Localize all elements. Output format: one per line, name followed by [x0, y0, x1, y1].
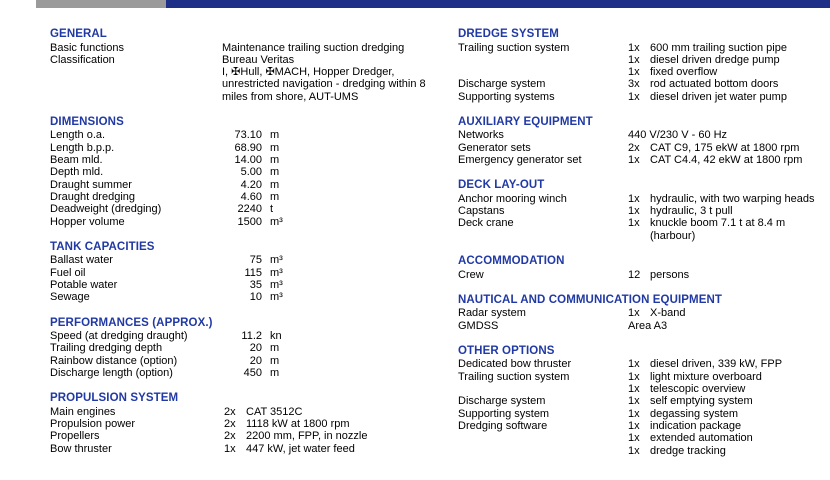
- spec-description: knuckle boom 7.1 t at 8.4 m: [650, 217, 786, 230]
- spec-row: [50, 203, 440, 215]
- spec-row: [50, 66, 440, 78]
- spec-row: [458, 205, 830, 217]
- spec-description: telescopic overview: [650, 383, 746, 396]
- spec-row: [50, 54, 440, 66]
- spec-quantity: [628, 230, 650, 242]
- spec-label: Discharge length (option): [50, 366, 173, 379]
- spec-number: 2240: [237, 203, 262, 216]
- section-performances-approx: [50, 317, 440, 380]
- spec-row: [50, 355, 440, 367]
- spec-row: [458, 395, 830, 407]
- spec-row: [50, 216, 440, 228]
- spec-unit: m³: [270, 266, 283, 279]
- spec-row: [458, 358, 830, 370]
- spec-description: indication package: [650, 419, 742, 432]
- spec-row: [50, 330, 440, 342]
- spec-quantity: 1x: [628, 205, 640, 218]
- section-tank-capacities: [50, 241, 440, 304]
- spec-unit: m: [270, 166, 280, 179]
- spec-label: Potable water: [50, 278, 118, 291]
- spec-description: diesel driven jet water pump: [650, 90, 787, 103]
- spec-label: Trailing suction system: [458, 370, 570, 383]
- spec-quantity: 1x: [628, 41, 640, 54]
- spec-description: light mixture overboard: [650, 370, 762, 383]
- spec-row: [458, 408, 830, 420]
- spec-row: [458, 129, 830, 141]
- spec-unit: m: [270, 354, 280, 367]
- spec-unit: m: [270, 129, 280, 142]
- spec-quantity: 1x: [628, 370, 640, 383]
- spec-label: Main engines: [50, 405, 116, 418]
- spec-label: Draught summer: [50, 178, 132, 191]
- spec-row: [458, 269, 830, 281]
- spec-quantity: 2x: [224, 405, 236, 418]
- spec-description: hydraulic, with two warping heads: [650, 192, 815, 205]
- spec-row: [50, 166, 440, 178]
- section-heading: DECK LAY-OUT: [458, 179, 545, 192]
- spec-description: 1118 kW at 1800 rpm: [246, 418, 350, 431]
- spec-description: diesel driven dredge pump: [650, 53, 780, 66]
- spec-label: Propulsion power: [50, 418, 135, 431]
- spec-label: Discharge system: [458, 78, 546, 91]
- spec-number: 1500: [237, 215, 262, 228]
- spec-label: Basic functions: [50, 41, 124, 54]
- spec-quantity: 1x: [628, 432, 640, 445]
- spec-row: [50, 279, 440, 291]
- spec-description: dredge tracking: [650, 444, 726, 457]
- spec-unit: t: [270, 203, 274, 216]
- spec-label: Classification: [50, 53, 115, 66]
- spec-quantity: 1x: [628, 66, 640, 79]
- spec-label: GMDSS: [458, 319, 499, 332]
- spec-row: [458, 154, 830, 166]
- spec-description: persons: [650, 268, 690, 281]
- spec-number: 115: [244, 266, 262, 279]
- spec-row: [50, 42, 440, 54]
- spec-description: 2200 mm, FPP, in nozzle: [246, 430, 368, 443]
- spec-quantity: 12: [628, 268, 641, 281]
- section-heading: PROPULSION SYSTEM: [50, 392, 179, 405]
- spec-label: Ballast water: [50, 254, 113, 267]
- spec-label: [50, 78, 222, 90]
- spec-row: [458, 320, 830, 332]
- section-heading: DIMENSIONS: [50, 115, 124, 128]
- spec-label: Capstans: [458, 205, 505, 218]
- spec-description: Area A3: [628, 319, 668, 332]
- section-auxiliary-equipment: [458, 116, 830, 166]
- spec-row: [458, 432, 830, 444]
- spec-label: Trailing dredging depth: [50, 342, 163, 355]
- spec-description: X-band: [650, 307, 686, 320]
- spec-description: degassing system: [650, 407, 739, 420]
- spec-label: [458, 230, 628, 242]
- section-other-options: [458, 345, 830, 457]
- spec-label: Discharge system: [458, 395, 546, 408]
- spec-row: [458, 54, 830, 66]
- spec-row: [50, 367, 440, 379]
- section-heading: PERFORMANCES (APPROX.): [50, 316, 213, 329]
- spec-number: 4.60: [240, 190, 262, 203]
- spec-row: [50, 179, 440, 191]
- spec-label: Dredging software: [458, 419, 548, 432]
- spec-description: fixed overflow: [650, 66, 718, 79]
- spec-row: [458, 142, 830, 154]
- spec-description: self emptying system: [650, 395, 753, 408]
- section-heading: DREDGE SYSTEM: [458, 28, 559, 40]
- spec-description: diesel driven, 339 kW, FPP: [650, 358, 783, 371]
- spec-row: [458, 217, 830, 229]
- spec-row: [50, 342, 440, 354]
- spec-label: [458, 54, 628, 66]
- spec-label: [458, 66, 628, 78]
- spec-unit: m: [270, 141, 280, 154]
- spec-number: 68.90: [234, 141, 262, 154]
- spec-number: 10: [249, 291, 262, 304]
- spec-number: 14.00: [234, 154, 262, 167]
- spec-label: [458, 445, 628, 457]
- spec-quantity: 1x: [628, 395, 640, 408]
- spec-number: 4.20: [240, 178, 262, 191]
- spec-label: Length o.a.: [50, 129, 106, 142]
- spec-unit: kn: [270, 330, 282, 343]
- spec-label: Draught dredging: [50, 190, 136, 203]
- spec-quantity: 2x: [224, 430, 236, 443]
- section-accommodation: [458, 255, 830, 281]
- spec-label: Generator sets: [458, 141, 531, 154]
- section-heading: ACCOMMODATION: [458, 255, 565, 268]
- spec-quantity: 3x: [628, 78, 640, 91]
- section-dimensions: [50, 116, 440, 228]
- spec-quantity: 1x: [628, 154, 640, 167]
- spec-row: [458, 91, 830, 103]
- spec-unit: m³: [270, 215, 283, 228]
- spec-value: unrestricted navigation - dredging within 8: [222, 78, 426, 91]
- spec-quantity: 1x: [628, 419, 640, 432]
- spec-value: I, ✠Hull, ✠MACH, Hopper Dredger,: [222, 66, 395, 79]
- spec-row: [458, 66, 830, 78]
- spec-label: Fuel oil: [50, 266, 86, 279]
- spec-row: [458, 307, 830, 319]
- spec-number: 20: [249, 354, 262, 367]
- spec-number: 73.10: [234, 129, 262, 142]
- spec-description: CAT C9, 175 ekW at 1800 rpm: [650, 141, 800, 154]
- spec-row: [458, 445, 830, 457]
- spec-row: [458, 371, 830, 383]
- spec-label: Supporting system: [458, 407, 550, 420]
- spec-label: Anchor mooring winch: [458, 192, 567, 205]
- spec-description: 440 V/230 V - 60 Hz: [628, 129, 728, 142]
- spec-label: [458, 432, 628, 444]
- spec-value: Maintenance trailing suction dredging: [222, 41, 405, 54]
- spec-label: Hopper volume: [50, 215, 125, 228]
- spec-quantity: 1x: [628, 307, 640, 320]
- spec-description: CAT C4.4, 42 ekW at 1800 rpm: [650, 154, 803, 167]
- spec-row: [50, 291, 440, 303]
- spec-quantity: 1x: [628, 53, 640, 66]
- spec-quantity: 1x: [628, 383, 640, 396]
- spec-label: [50, 66, 222, 78]
- section-general: [50, 28, 440, 103]
- spec-quantity: 1x: [628, 192, 640, 205]
- spec-row: [50, 129, 440, 141]
- spec-row: [458, 420, 830, 432]
- spec-unit: m: [270, 366, 280, 379]
- spec-row: [50, 267, 440, 279]
- spec-quantity: 2x: [628, 141, 640, 154]
- spec-description: hydraulic, 3 t pull: [650, 205, 733, 218]
- spec-row: [50, 406, 440, 418]
- spec-label: Rainbow distance (option): [50, 354, 178, 367]
- spec-label: Deck crane: [458, 217, 514, 230]
- spec-row: [50, 78, 440, 90]
- spec-unit: m³: [270, 254, 283, 267]
- spec-quantity: 1x: [628, 358, 640, 371]
- section-heading: NAUTICAL AND COMMUNICATION EQUIPMENT: [458, 293, 723, 306]
- spec-quantity: 1x: [628, 217, 640, 230]
- spec-quantity: 1x: [628, 444, 640, 457]
- spec-label: Dedicated bow thruster: [458, 358, 572, 371]
- section-deck-lay-out: [458, 179, 830, 242]
- spec-row: [458, 78, 830, 90]
- spec-number: 20: [249, 342, 262, 355]
- spec-unit: m: [270, 342, 280, 355]
- spec-description: 600 mm trailing suction pipe: [650, 41, 787, 54]
- spec-row: [458, 383, 830, 395]
- spec-row: [458, 42, 830, 54]
- spec-label: Crew: [458, 268, 484, 281]
- spec-row: [50, 91, 440, 103]
- header-bar-gray: [36, 0, 166, 8]
- spec-label: Bow thruster: [50, 442, 112, 455]
- header-bar-blue: [166, 0, 830, 8]
- spec-description: extended automation: [650, 432, 753, 445]
- spec-value: Bureau Veritas: [222, 53, 295, 66]
- spec-value: miles from shore, AUT-UMS: [222, 90, 359, 103]
- spec-description: rod actuated bottom doors: [650, 78, 779, 91]
- spec-label: Beam mld.: [50, 154, 103, 167]
- spec-quantity: 1x: [628, 407, 640, 420]
- spec-quantity: 1x: [224, 442, 236, 455]
- spec-label: Emergency generator set: [458, 154, 582, 167]
- spec-unit: m³: [270, 278, 283, 291]
- spec-row: [50, 418, 440, 430]
- spec-unit: m: [270, 154, 280, 167]
- spec-unit: m: [270, 178, 280, 191]
- spec-column-right: [458, 28, 830, 457]
- spec-label: Sewage: [50, 291, 90, 304]
- spec-label: Supporting systems: [458, 90, 555, 103]
- spec-row: [50, 443, 440, 455]
- spec-label: Length b.p.p.: [50, 141, 115, 154]
- spec-quantity: 2x: [224, 418, 236, 431]
- spec-label: [458, 383, 628, 395]
- spec-number: 35: [249, 278, 262, 291]
- spec-number: 75: [249, 254, 262, 267]
- spec-label: [50, 91, 222, 103]
- spec-row: [50, 142, 440, 154]
- spec-row: [50, 191, 440, 203]
- spec-row: [50, 430, 440, 442]
- section-heading: AUXILIARY EQUIPMENT: [458, 115, 593, 128]
- section-nautical-and-communication-equipment: [458, 294, 830, 332]
- spec-quantity: 1x: [628, 90, 640, 103]
- section-heading: GENERAL: [50, 28, 107, 40]
- spec-number: 11.2: [241, 330, 262, 343]
- spec-unit: m: [270, 190, 280, 203]
- section-dredge-system: [458, 28, 830, 103]
- spec-label: Deadweight (dredging): [50, 203, 162, 216]
- spec-row: [458, 193, 830, 205]
- section-heading: OTHER OPTIONS: [458, 344, 555, 357]
- spec-label: Depth mld.: [50, 166, 104, 179]
- spec-description: CAT 3512C: [246, 405, 303, 418]
- spec-row: [50, 154, 440, 166]
- spec-label: Networks: [458, 129, 504, 142]
- spec-row: [50, 254, 440, 266]
- spec-label: Radar system: [458, 307, 526, 320]
- spec-label: Speed (at dredging draught): [50, 330, 188, 343]
- spec-number: 450: [243, 366, 262, 379]
- spec-column-left: [50, 28, 440, 455]
- spec-number: 5.00: [240, 166, 262, 179]
- spec-row: [458, 230, 830, 242]
- spec-description: (harbour): [650, 229, 696, 242]
- spec-description: 447 kW, jet water feed: [246, 442, 355, 455]
- section-heading: TANK CAPACITIES: [50, 240, 155, 253]
- spec-label: Trailing suction system: [458, 41, 570, 54]
- section-propulsion-system: [50, 392, 440, 455]
- spec-unit: m³: [270, 291, 283, 304]
- spec-label: Propellers: [50, 430, 100, 443]
